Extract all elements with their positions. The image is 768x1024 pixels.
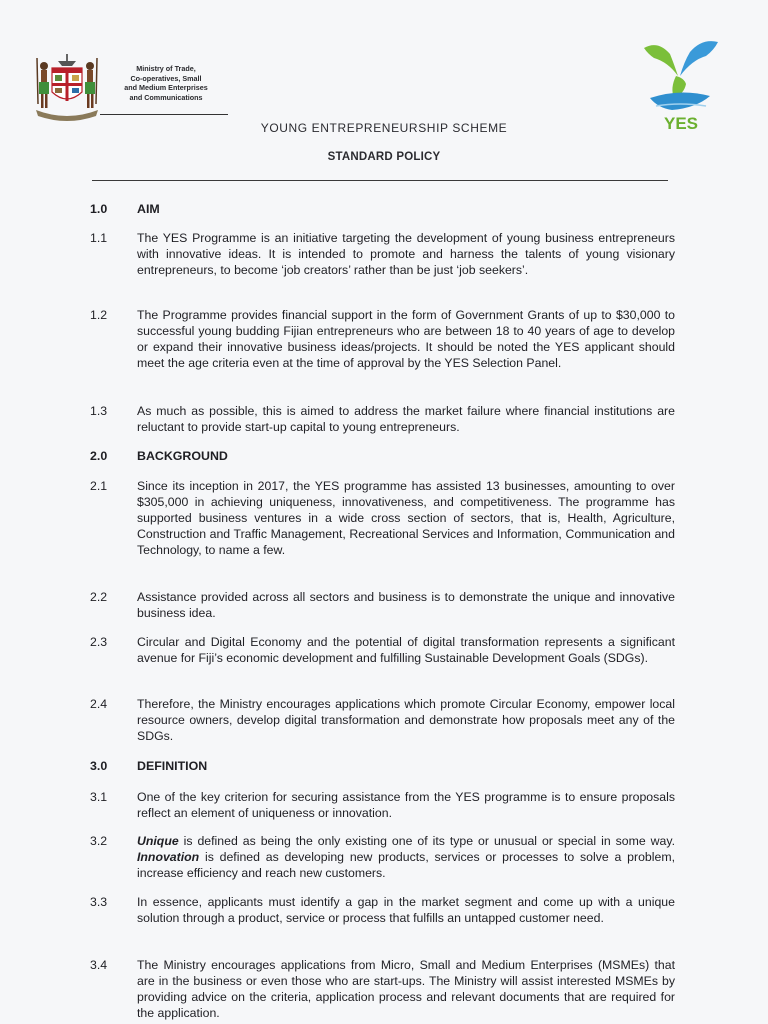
fiji-coat-of-arms-icon: [32, 52, 102, 122]
ministry-line: Ministry of Trade,: [136, 64, 196, 73]
paragraph-number: 3.3: [90, 895, 108, 909]
paragraph-text: Since its inception in 2017, the YES programme has assisted 13 businesses, amounting to over $305,000 in achieving uniqueness, innovativeness, and competitiveness. The programme has supported business ventures in a wide cross section of sectors, that is, Health, Agriculture, Construction and Traffic Management, Recreational Services and Information, Communication and Technology, to name a few.: [137, 479, 675, 557]
section-title: BACKGROUND: [137, 449, 228, 463]
paragraph-number: 1.3: [90, 404, 108, 418]
paragraph-text: The YES Programme is an initiative targeting the development of young business entrepreneurs with innovative ideas. It is intended to promote and harness the talents of young visionary entrepreneurs, to become ‘job creators’ rather than be just ‘job seekers’.: [137, 231, 675, 277]
paragraph-number: 1.2: [90, 308, 108, 322]
paragraph-number: 2.4: [90, 697, 108, 711]
paragraph-text: One of the key criterion for securing assistance from the YES programme is to ensure proposals reflect an element of uniqueness or innovation.: [137, 790, 675, 820]
paragraph-number: 2.2: [90, 590, 108, 604]
paragraph-number: 2.1: [90, 479, 108, 493]
section-number: 1.0: [90, 202, 108, 216]
document-title: YOUNG ENTREPRENEURSHIP SCHEME: [260, 121, 508, 135]
paragraph-number: 3.4: [90, 958, 108, 972]
definition-innovation: is defined as developing new products, services or processes to solve a problem, increase efficiency and reach new customers.: [137, 850, 675, 880]
term-innovation: Innovation: [137, 850, 200, 864]
section-title: AIM: [137, 202, 160, 216]
paragraph-text: The Programme provides financial support in the form of Government Grants of up to $30,000 to successful young budding Fijian entrepreneurs who are between 18 to 40 years of age to develop or expand their innovative business ideas/projects. It should be noted the YES applicant should meet the age criteria even at the time of approval by the YES Selection Panel.: [137, 308, 675, 370]
paragraph-number: 3.2: [90, 834, 108, 848]
section-number: 3.0: [90, 759, 108, 773]
paragraph-number: 3.1: [90, 790, 108, 804]
ministry-header: [32, 52, 208, 124]
ministry-line: Co-operatives, Small: [130, 73, 202, 83]
document-subtitle: STANDARD POLICY: [327, 151, 441, 163]
section-number: 2.0: [90, 449, 108, 463]
paragraph-text: The Ministry encourages applications from Micro, Small and Medium Enterprises (MSMEs) that are in the business or even those who are start-ups. The Ministry will assist interested MSMEs by providing advice on the criteria, application process and relevant documents that are required for the application.: [137, 958, 675, 1020]
paragraph-text: Assistance provided across all sectors and business is to demonstrate the unique and innovative business idea.: [137, 590, 675, 620]
paragraph-text: In essence, applicants must identify a gap in the market segment and come up with a unique solution through a product, service or process that fulfills an untapped customer need.: [137, 895, 675, 925]
yes-logo-text: YES: [663, 114, 699, 133]
paragraph-number: 1.1: [90, 231, 108, 245]
section-title: DEFINITION: [137, 759, 208, 773]
header-divider: [92, 180, 668, 181]
term-unique: Unique: [137, 834, 179, 848]
paragraph-text: Circular and Digital Economy and the potential of digital transformation represents a significant avenue for Fiji’s economic development and fulfilling Sustainable Development Goals (SDGs).: [137, 635, 675, 665]
paragraph-text: [137, 833, 675, 881]
ministry-line: and Communications: [129, 92, 203, 102]
ministry-name: [100, 64, 232, 102]
definition-unique: is defined as being the only existing one of its type or unusual or special in some way.: [178, 834, 675, 848]
ministry-underline: [100, 114, 228, 115]
paragraph-text: As much as possible, this is aimed to address the market failure where financial institutions are reluctant to provide start-up capital to young entrepreneurs.: [137, 404, 675, 434]
paragraph-text: Therefore, the Ministry encourages applications which promote Circular Economy, empower local resource owners, develop digital transformation and demonstrate how proposals meet any of the SDGs.: [137, 697, 675, 743]
paragraph-number: 2.3: [90, 635, 108, 649]
ministry-line: and Medium Enterprises: [124, 83, 208, 93]
